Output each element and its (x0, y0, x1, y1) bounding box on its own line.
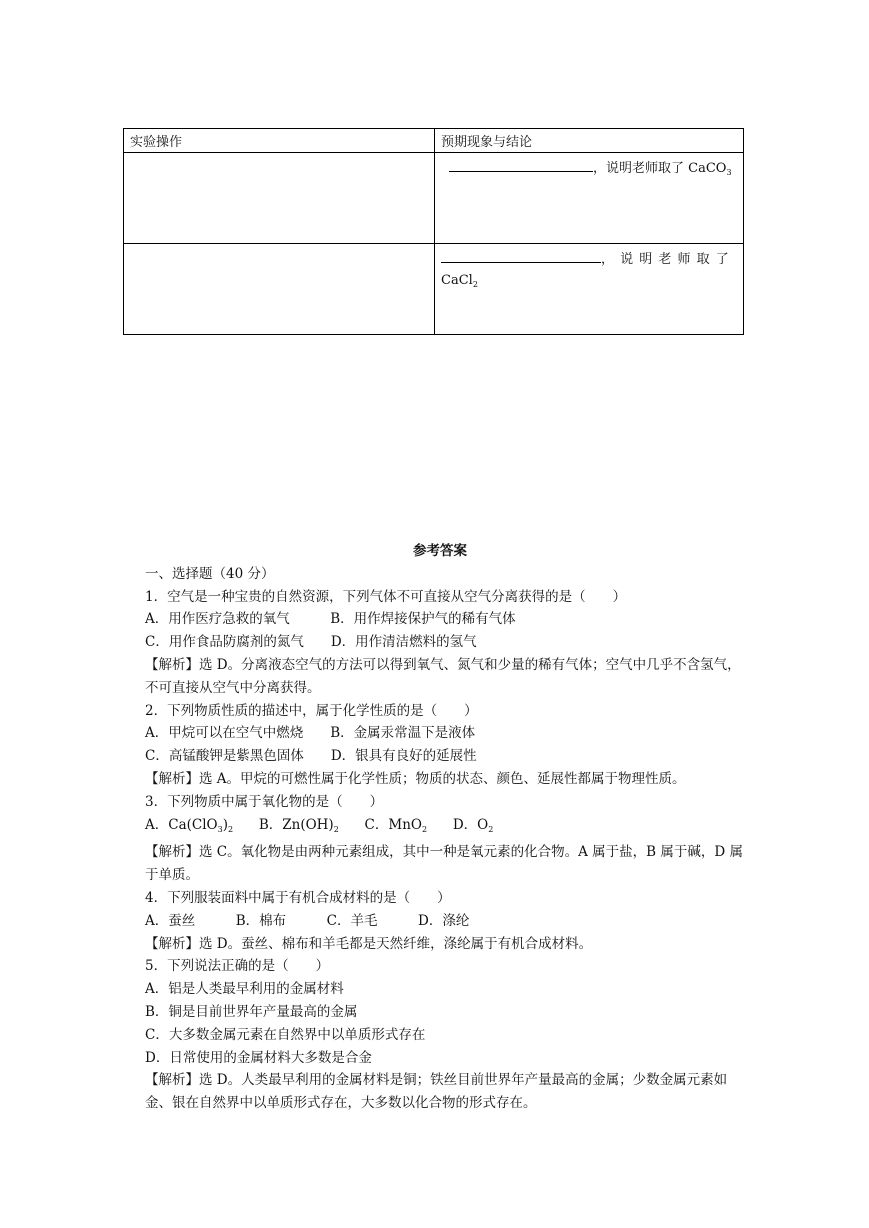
q5-stem: 5．下列说法正确的是（ ） (145, 958, 330, 975)
q4-stem: 4．下列服装面料中属于有机合成材料的是（ ） (145, 889, 451, 906)
q1-options-ab: A．用作医疗急救的氧气 B．用作焊接保护气的稀有气体 (145, 611, 516, 628)
q5-option-b: B．铜是目前世界年产量最高的金属 (145, 1003, 358, 1020)
q3-analysis: 【解析】选 C。氧化物是由两种元素组成，其中一种是氧元素的化合物。A 属于盐，B 属于碱，D 属于单质。 (145, 844, 743, 884)
q3-options (145, 814, 745, 842)
q5-analysis: 【解析】选 D。人类最早利用的金属材料是铜；铁丝目前世界年产量最高的金属；少数金属元素如金、银在自然界中以单质形式存在，大多数以化合物的形式存在。 (145, 1072, 728, 1112)
header-operation: 实验操作 (124, 129, 435, 153)
q5-option-a: A．铝是人类最早利用的金属材料 (145, 981, 344, 998)
answer-section (145, 540, 745, 1115)
row1-conclusion: ，说明老师取了 CaCO (593, 161, 727, 176)
q4-analysis: 【解析】选 D。蚕丝、棉布和羊毛都是天然纤维，涤纶属于有机合成材料。 (145, 935, 593, 952)
q4-options: A．蚕丝 B．棉布 C．羊毛 D．涤纶 (145, 912, 470, 929)
q1-stem: 1．空气是一种宝贵的自然资源，下列气体不可直接从空气分离获得的是（ ） (145, 588, 627, 605)
table-row (124, 244, 744, 335)
header-result: 预期现象与结论 (435, 129, 744, 153)
q3-option-c (365, 817, 428, 833)
answer-blank-2[interactable] (441, 248, 601, 263)
answers-title: 参考答案 (413, 543, 467, 559)
q3-option-a-sub1: 3 (217, 824, 223, 834)
q3-option-c-sub: 2 (421, 824, 428, 834)
experiment-table (123, 128, 744, 335)
q3-option-a-sub2: 2 (227, 824, 234, 834)
q3-option-c-text: C．MnO (364, 816, 422, 833)
row2-conclusion-a: ， 说 明 老 师 取 了 (601, 252, 730, 267)
section-heading: 一、选择题（40 分） (145, 565, 275, 582)
result-cell-2 (435, 244, 744, 335)
q3-option-b-sub: 2 (333, 824, 339, 834)
q2-options-ab: A．甲烷可以在空气中燃烧 B．金属汞常温下是液体 (145, 725, 476, 742)
table-row (124, 153, 744, 244)
q3-option-d (453, 817, 494, 833)
result-cell-1 (435, 153, 744, 244)
q1-analysis: 【解析】选 D。分离液态空气的方法可以得到氧气、氮气和少量的稀有气体；空气中几乎不含氢气，不可直接从空气中分离获得。 (145, 656, 741, 696)
row2-conclusion-b: CaCl (441, 273, 473, 288)
answer-blank-1[interactable] (449, 157, 593, 172)
operation-cell-1 (124, 153, 435, 244)
q5-option-c: C．大多数金属元素在自然界中以单质形式存在 (145, 1026, 426, 1043)
q3-stem: 3．下列物质中属于氧化物的是（ ） (145, 793, 384, 810)
q3-option-b (259, 817, 339, 833)
q3-option-a-text: A．Ca(ClO (145, 816, 218, 833)
q3-option-a (145, 817, 233, 833)
table-header-row (124, 129, 744, 153)
q3-option-d-text: D．O (452, 816, 489, 833)
q2-stem: 2．下列物质性质的描述中，属于化学性质的是（ ） (145, 702, 478, 719)
q3-option-d-sub: 2 (488, 824, 494, 834)
q1-options-cd: C．用作食品防腐剂的氮气 D．用作清洁燃料的氢气 (145, 634, 477, 651)
q2-analysis: 【解析】选 A。甲烷的可燃性属于化学性质；物质的状态、颜色、延展性都属于物理性质。 (145, 770, 686, 787)
row2-sub: 2 (472, 280, 478, 289)
q3-option-b-text: B．Zn(OH) (258, 816, 334, 833)
q3-option-a-close: ) (222, 816, 228, 833)
row1-sub: 3 (726, 168, 732, 177)
q5-option-d: D．日常使用的金属材料大多数是合金 (145, 1049, 372, 1066)
q2-options-cd: C．高锰酸钾是紫黑色固体 D．银具有良好的延展性 (145, 748, 477, 765)
operation-cell-2 (124, 244, 435, 335)
